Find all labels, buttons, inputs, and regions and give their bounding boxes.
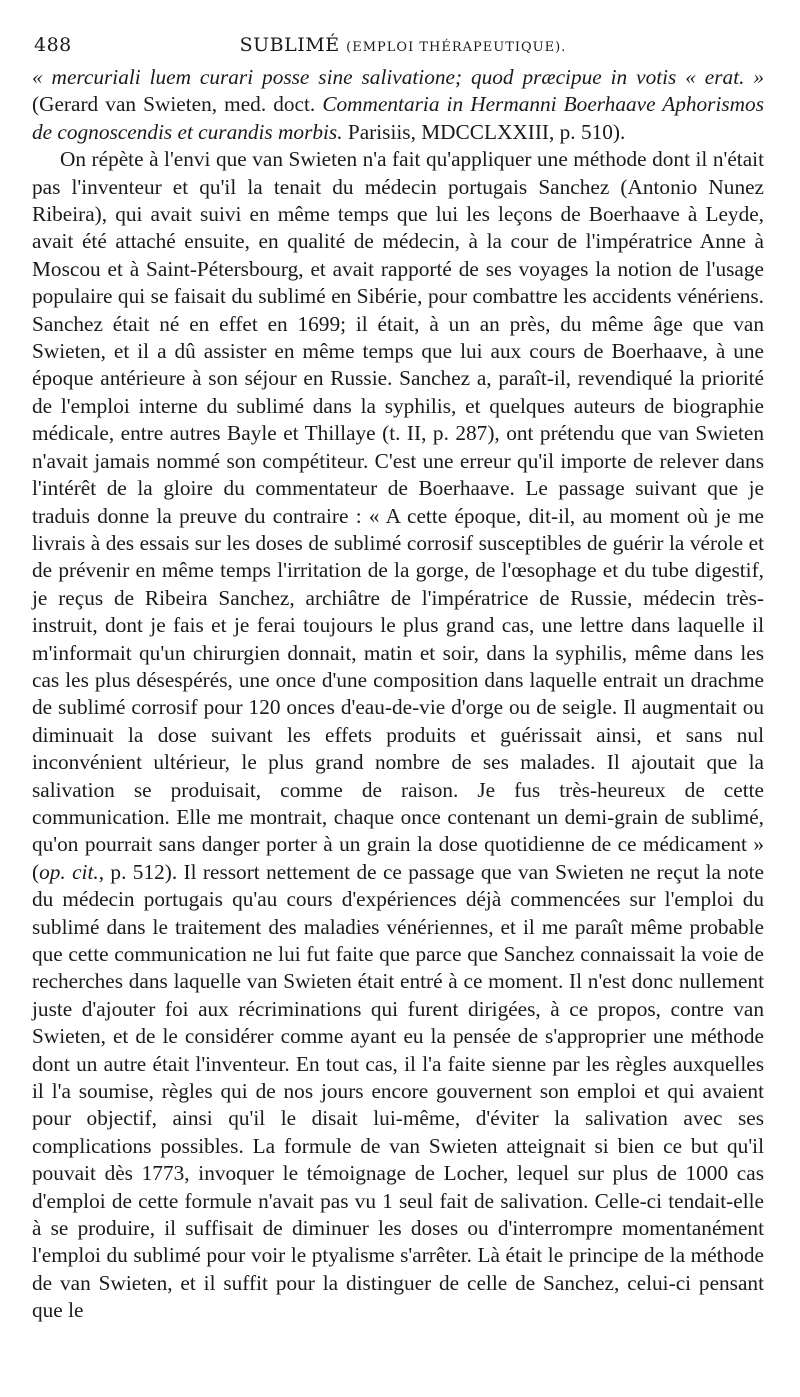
paragraph-quote-continuation (32, 64, 764, 146)
latin-quote: « mercuriali luem curari posse sine salivatione; quod præcipue in votis « erat. » (32, 65, 764, 89)
citation-publication: Parisiis, MDCCLXXIII, p. 510). (342, 119, 626, 144)
paragraph-text-part-2: , p. 512). Il ressort nettement de ce passage que van Swieten ne reçut la note du médecin portugais qu'au cours d'expériences déjà commencées sur l'emploi du sublimé dans le traitement des maladies vénériennes, et il me paraît même probable que cette communication ne lui fut faite que parce que Sanchez connaissait la voie de recherches dans laquelle van Swieten était entré à ce moment. Il n'est donc nullement juste d'ajouter foi aux récriminations qui furent dirigées, à ce propos, contre van Swieten, et de le considérer comme ayant eu la pensée de s'approprier une méthode dont un autre était l'inventeur. En tout cas, il l'a faite sienne par les règles auxquelles il l'a soumise, règles qui de nos jours encore gouvernent son emploi et qui avaient pour objectif, ainsi qu'il le disait lui-même, d'éviter la salivation avec ses complications possibles. La formule de van Swieten atteignait si bien ce but qu'il pouvait dès 1773, invoquer le témoignage de Locher, lequel sur plus de 1000 cas d'emploi de cette formule n'avait pas vu 1 seul fait de salivation. Celle-ci tendait-elle à se produire, il suffisait de diminuer les doses ou d'interrompre momentanément l'emploi du sublimé pour voir le ptyalisme s'arrêter. Là était le principe de la méthode de van Swieten, et il suffit pour la distinguer de celle de Sanchez, celui-ci pensant que le (32, 859, 764, 1323)
citation-author: (Gerard van Swieten, med. doct. (32, 92, 323, 117)
citation-work-title: Commentaria in Hermanni Boerhaave Aphorismos de cognoscendis et curandis morbis. (32, 92, 764, 144)
running-head (32, 34, 764, 56)
body-text (32, 64, 764, 1325)
page-header (32, 30, 764, 64)
running-head-title: SUBLIMÉ (239, 34, 340, 56)
paragraph-main (32, 146, 764, 1324)
paragraph-text-part-1: On répète à l'envi que van Swieten n'a fait qu'appliquer une méthode dont il n'était pas l'inventeur et qu'il la tenait du médecin portugais Sanchez (Antonio Nunez Ribeira), qui avait suivi en même temps que lui les leçons de Boerhaave à Leyde, avait été attaché ensuite, en qualité de médecin, à la cour de l'impératrice Anne à Moscou et à Saint-Pétersbourg, et avait rapporté de ses voyages la notion de l'usage populaire qui se faisait du sublimé en Sibérie, pour combattre les accidents vénériens. Sanchez était né en effet en 1699; il était, à un an près, du même âge que van Swieten, et il a dû assister en même temps que lui aux cours de Boerhaave, à une époque antérieure à son séjour en Russie. Sanchez a, paraît-il, revendiqué la priorité de l'emploi interne du sublimé dans la syphilis, et quelques auteurs de biographie médicale, entre autres Bayle et Thillaye (t. II, p. 287), ont prétendu que van Swieten n'avait jamais nommé son compétiteur. C'est une erreur qu'il importe de relever dans l'intérêt de la gloire du commentateur de Boerhaave. Le passage suivant que je traduis donne la preuve du contraire : « A cette époque, dit-il, au moment où je me livrais à des essais sur les doses de sublimé corrosif susceptibles de guérir la vérole et de prévenir en même temps l'irritation de la gorge, de l'œsophage et du tube digestif, je reçus de Ribeira Sanchez, archiâtre de l'impératrice de Russie, médecin très-instruit, dont je fais et je ferai toujours le plus grand cas, une lettre dans laquelle il m'informait qu'un chirurgien donnait, matin et soir, dans la syphilis, même dans les cas les plus désespérés, une once d'une composition dans laquelle entrait un drachme de sublimé corrosif pour 120 onces d'eau-de-vie d'orge ou de seigle. Il augmentait ou diminuait la dose suivant les effets produits et guérissait ainsi, et sans nul inconvénient ultérieur, le plus grand nombre de ses malades. Il ajoutait que la salivation se produisait, comme de raison. Je fus très-heureux de cette communication. Elle me montrait, chaque once contenant un demi-grain de sublimé, qu'on pourrait sans danger porter à un grain la dose quotidienne de ce médicament » ( (32, 147, 764, 884)
op-cit-reference: op. cit. (39, 859, 99, 884)
page-number: 488 (34, 34, 72, 56)
running-head-subtitle: (EMPLOI THÉRAPEUTIQUE). (346, 40, 567, 55)
